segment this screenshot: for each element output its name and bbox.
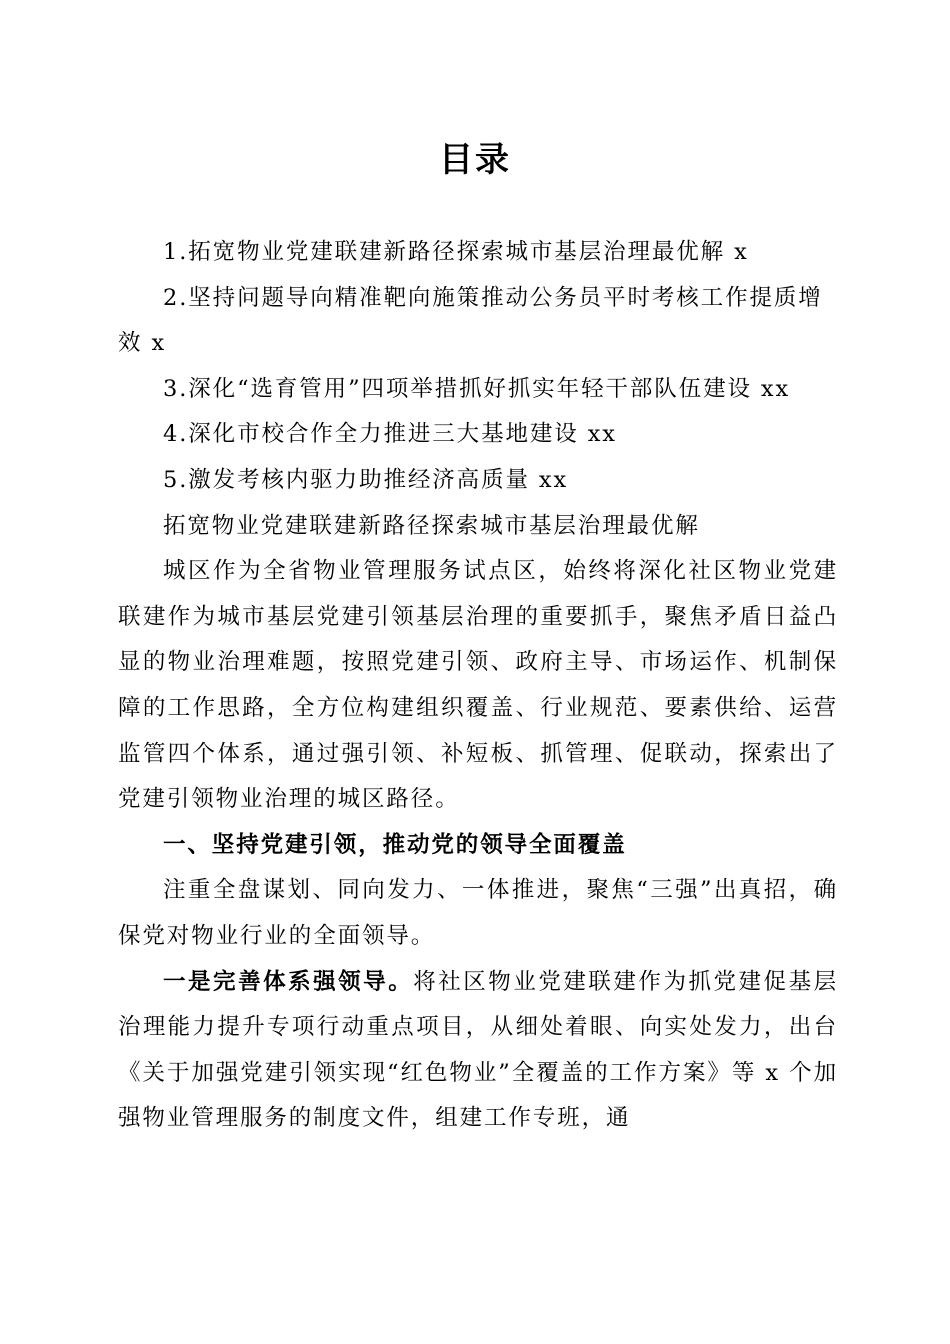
toc-item[interactable]: 4.深化市校合作全力推进三大基地建设 xx [163,421,617,448]
point-lead: 一是完善体系强领导。 [163,968,414,995]
toc-item[interactable]: 2.坚持问题导向精准靶向施策推动公务员平时考核工作提质增效 x [118,284,823,357]
section-paragraph: 注重全盘谋划、同向发力、一体推进，聚焦“三强”出真招，确保党对物业行业的全面领导。 [118,877,838,949]
document-body [118,230,838,1142]
toc-item[interactable]: 5.激发考核内驱力助推经济高质量 xx [163,466,569,493]
article-title: 拓宽物业党建联建新路径探索城市基层治理最优解 [163,512,700,539]
section-heading: 一、坚持党建引领，推动党的领导全面覆盖 [163,831,627,858]
point-paragraph [118,960,838,1142]
toc-item[interactable]: 1.拓宽物业党建联建新路径探索城市基层治理最优解 x [163,239,749,265]
point-text: 将社区物业党建联建作为抓党建促基层治理能力提升专项行动重点项目，从细处着眼、向实处发力，出台《关于加强党建引领实现“红色物业”全覆盖的工作方案》等 x 个加强物业管理服务的制度文件，组建工作专班，通 [118,968,838,1132]
page-title: 目录 [439,140,511,180]
intro-paragraph: 城区作为全省物业管理服务试点区，始终将深化社区物业党建联建作为城市基层党建引领基层治理的重要抓手，聚焦矛盾日益凸显的物业治理难题，按照党建引领、政府主导、市场运作、机制保障的工作思路，全方位构建组织覆盖、行业规范、要素供给、运营监管四个体系，通过强引领、补短板、抓管理、促联动，探索出了党建引领物业治理的城区路径。 [118,558,838,813]
toc-item[interactable]: 3.深化“选育管用”四项举措抓好抓实年轻干部队伍建设 xx [163,375,791,402]
